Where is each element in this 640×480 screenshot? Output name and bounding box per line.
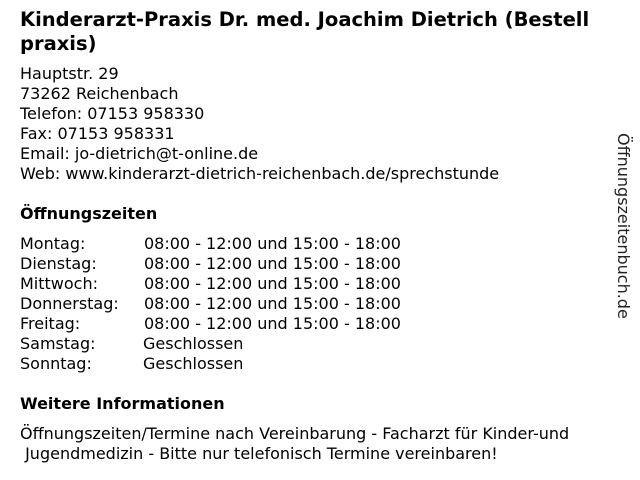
opening-hours-row	[20, 234, 480, 254]
further-info-line-2: Jugendmedizin - Bitte nur telefonisch Termine vereinbaren!	[20, 444, 498, 463]
opening-hours-row	[20, 274, 480, 294]
weekday-hours: 08:00 - 12:00 und 15:00 - 18:00	[144, 254, 401, 273]
opening-hours-row	[20, 294, 480, 314]
watermark-text: Öffnungszeitenbuch.de	[614, 133, 633, 319]
weekday-label: Sonntag:	[20, 354, 92, 373]
weekday-label: Mittwoch:	[20, 274, 98, 293]
weekday-label: Montag:	[20, 234, 86, 253]
weekday-hours: 08:00 - 12:00 und 15:00 - 18:00	[144, 274, 401, 293]
website-address: Web: www.kinderarzt-dietrich-reichenbach.de/sprechstunde	[20, 164, 500, 183]
fax-number: Fax: 07153 958331	[20, 124, 175, 143]
weekday-hours: Geschlossen	[143, 334, 244, 353]
opening-hours-row	[20, 334, 480, 354]
weekday-label: Samstag:	[20, 334, 96, 353]
opening-hours-row	[20, 254, 480, 274]
weekday-label: Donnerstag:	[20, 294, 119, 313]
weekday-label: Freitag:	[20, 314, 81, 333]
weekday-hours: 08:00 - 12:00 und 15:00 - 18:00	[144, 234, 401, 253]
opening-hours-table	[20, 234, 480, 374]
weekday-hours: 08:00 - 12:00 und 15:00 - 18:00	[144, 294, 401, 313]
watermark	[613, 133, 633, 333]
opening-hours-row	[20, 354, 480, 374]
address-city: 73262 Reichenbach	[20, 84, 179, 103]
phone-number: Telefon: 07153 958330	[20, 104, 205, 123]
opening-hours-row	[20, 314, 480, 334]
email-address: Email: jo-dietrich@t-online.de	[20, 144, 259, 163]
further-info-line-1: Öffnungszeiten/Termine nach Vereinbarung - Facharzt für Kinder-und	[20, 424, 570, 443]
weekday-label: Dienstag:	[20, 254, 97, 273]
weekday-hours: Geschlossen	[143, 354, 244, 373]
further-info-heading: Weitere Informationen	[20, 394, 225, 413]
opening-hours-heading: Öffnungszeiten	[20, 204, 158, 223]
practice-title-line-2: praxis)	[20, 32, 97, 55]
weekday-hours: 08:00 - 12:00 und 15:00 - 18:00	[144, 314, 401, 333]
practice-title-line-1: Kinderarzt-Praxis Dr. med. Joachim Dietrich (Bestell	[20, 8, 590, 31]
practice-title	[20, 8, 620, 56]
contact-block	[20, 64, 499, 184]
address-street: Hauptstr. 29	[20, 64, 119, 83]
further-info-text	[20, 424, 569, 464]
